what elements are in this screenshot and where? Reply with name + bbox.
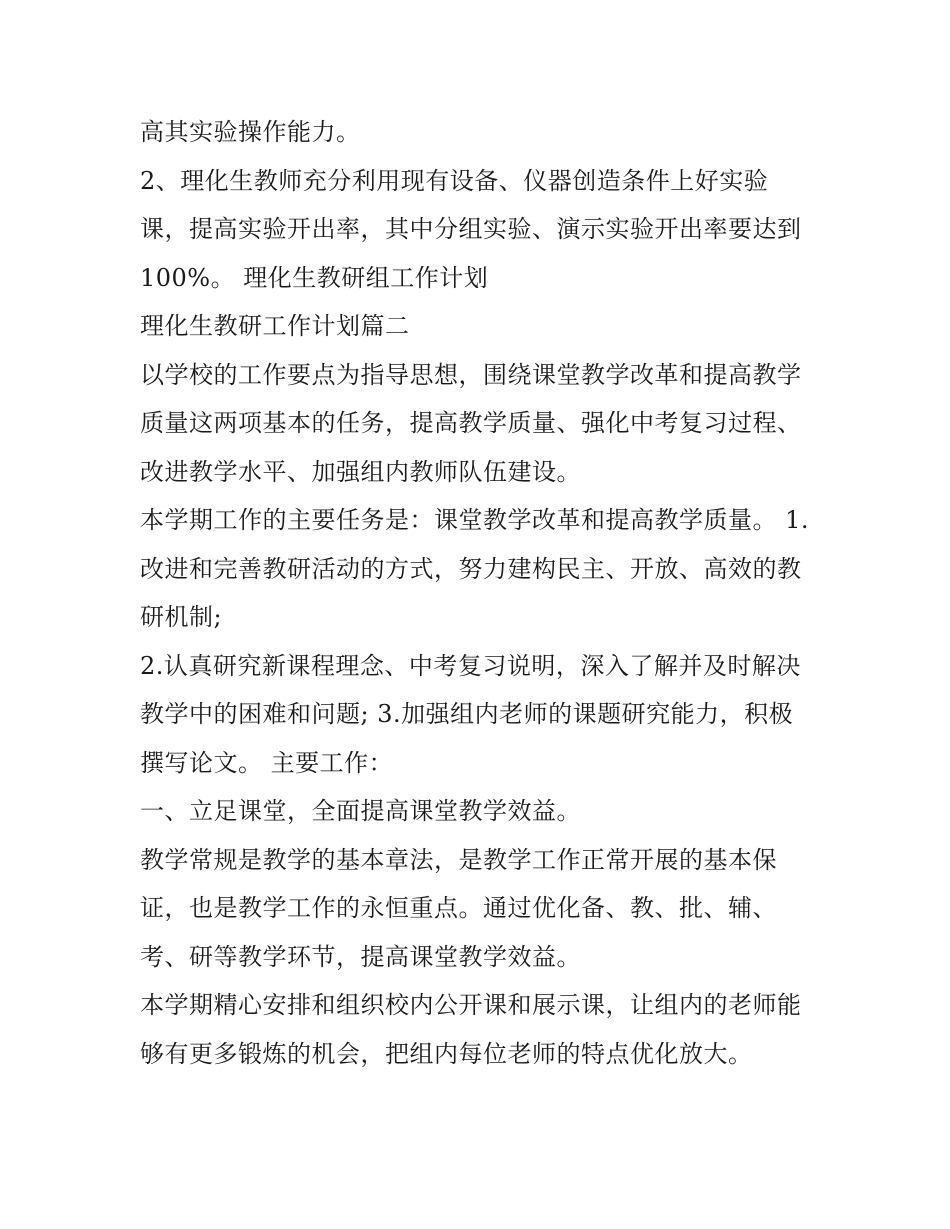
text-line: 证，也是教学工作的永恒重点。通过优化备、教、批、辅、	[140, 894, 777, 922]
text-line: 教学中的困难和问题; 3.加强组内老师的课题研究能力，积极	[140, 700, 794, 728]
text-line: 教学常规是教学的基本章法，是教学工作正常开展的基本保	[140, 845, 777, 874]
text-line: 本学期精心安排和组织校内公开课和展示课，让组内的老师能	[140, 991, 802, 1019]
text-line: 改进和完善教研活动的方式，努力建构民主、开放、高效的教	[140, 554, 802, 583]
text-line: 质量这两项基本的任务，提高教学质量、强化中考复习过程、	[140, 409, 802, 437]
text-line: 本学期工作的主要任务是：课堂教学改革和提高教学质量。 1.	[140, 506, 810, 534]
text-line: 研机制;	[140, 603, 223, 631]
text-line: 考、研等教学环节，提高课堂教学效益。	[140, 942, 581, 971]
text-line: 2.认真研究新课程理念、中考复习说明，深入了解并及时解决	[140, 651, 801, 680]
text-line: 2、理化生教师充分利用现有设备、仪器创造条件上好实验	[140, 166, 769, 195]
text-line: 100%。 理化生教研组工作计划	[140, 263, 489, 292]
text-line: 以学校的工作要点为指导思想，围绕课堂教学改革和提高教学	[140, 360, 802, 389]
text-line: 撰写论文。 主要工作：	[140, 748, 394, 777]
text-line: 够有更多锻炼的机会，把组内每位老师的特点优化放大。	[140, 1039, 753, 1068]
text-line: 改进教学水平、加强组内教师队伍建设。	[140, 457, 581, 486]
text-line: 高其实验操作能力。	[140, 118, 361, 146]
document-body	[140, 108, 820, 1078]
section-heading: 理化生教研工作计划篇二	[140, 312, 410, 340]
text-line: 一、立足课堂，全面提高课堂教学效益。	[140, 797, 581, 825]
text-line: 课，提高实验开出率，其中分组实验、演示实验开出率要达到	[140, 215, 802, 243]
